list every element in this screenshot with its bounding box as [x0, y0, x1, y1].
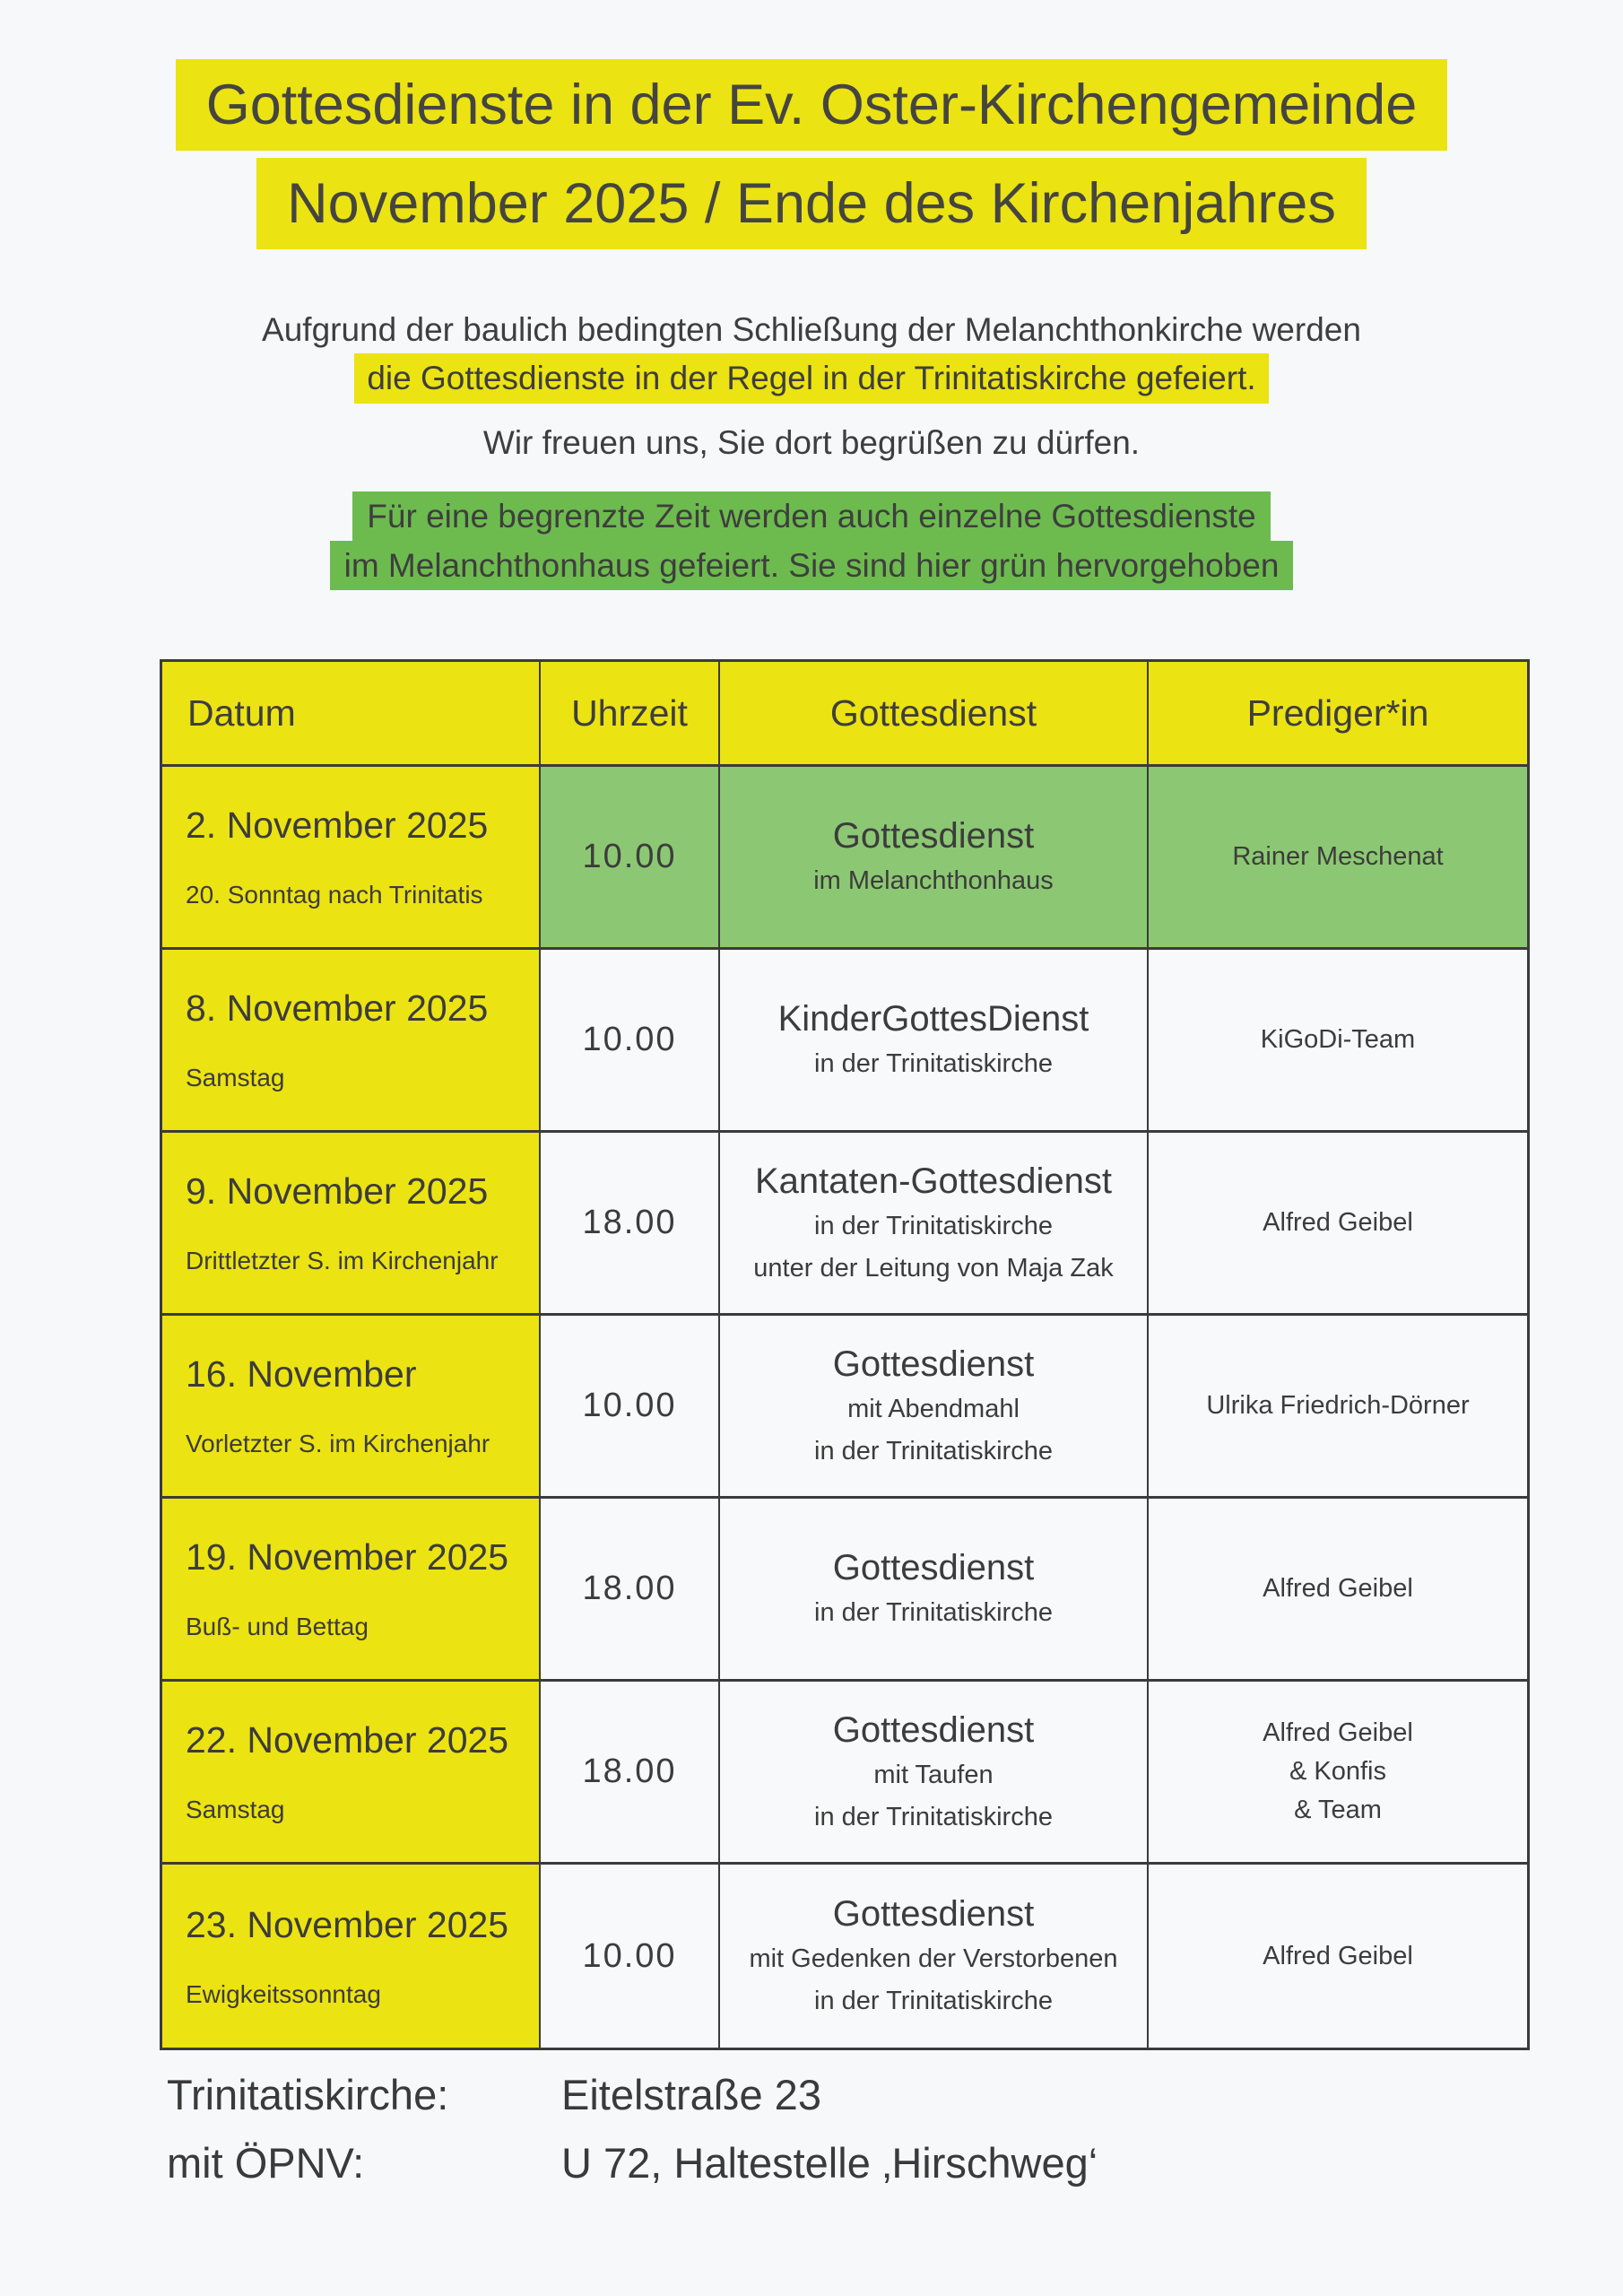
- preacher-line: KiGoDi-Team: [1260, 1025, 1416, 1054]
- service-detail: mit Gedenken der Verstorbenen: [749, 1944, 1118, 1973]
- date-note: Buß- und Bettag: [186, 1613, 369, 1640]
- date-note: Drittletzter S. im Kirchenjahr: [186, 1247, 499, 1274]
- preacher-cell: [1149, 1499, 1527, 1682]
- service-cell: [720, 767, 1149, 950]
- date-main: 16. November: [186, 1353, 417, 1395]
- preacher-line: Alfred Geibel: [1263, 1718, 1413, 1747]
- service-cell: [720, 950, 1149, 1133]
- footer-row-oepnv: [167, 2129, 1098, 2197]
- service-title: Gottesdienst: [832, 1709, 1035, 1750]
- date-main: 8. November 2025: [186, 987, 489, 1029]
- service-title: Kantaten-Gottesdienst: [754, 1161, 1113, 1201]
- date-note: 20. Sonntag nach Trinitatis: [186, 881, 483, 909]
- service-detail: mit Abendmahl: [847, 1394, 1020, 1423]
- title-line-2-text: November 2025 / Ende des Kirchenjahres: [256, 158, 1367, 249]
- preacher-line: & Konfis: [1289, 1757, 1386, 1786]
- title-line-2: [0, 158, 1623, 249]
- service-detail: in der Trinitatiskirche: [814, 1436, 1053, 1465]
- header-datum: Datum: [162, 662, 541, 767]
- time-cell: 10.00: [541, 1865, 720, 2048]
- page-title: [0, 59, 1623, 257]
- footer-row-trinitatiskirche: [167, 2061, 1098, 2129]
- service-title: Gottesdienst: [832, 1548, 1035, 1587]
- date-main: 2. November 2025: [186, 804, 489, 846]
- intro-paragraph-4-line-2: im Melanchthonhaus gefeiert. Sie sind hier grün hervorgehoben: [330, 541, 1294, 590]
- title-line-1-text: Gottesdienste in der Ev. Oster-Kirchengemeinde: [176, 59, 1448, 151]
- footer-address-block: [167, 2061, 1098, 2197]
- date-cell: [162, 1499, 541, 1682]
- time-cell: 18.00: [541, 1682, 720, 1865]
- preacher-cell: [1149, 1865, 1527, 2048]
- title-line-1: [0, 59, 1623, 151]
- preacher-line: Alfred Geibel: [1263, 1208, 1413, 1237]
- service-title: Gottesdienst: [832, 816, 1035, 856]
- intro-paragraph-2: [0, 353, 1623, 404]
- service-detail: unter der Leitung von Maja Zak: [753, 1253, 1114, 1283]
- intro-section: [0, 309, 1623, 590]
- header-uhrzeit: Uhrzeit: [541, 662, 720, 767]
- service-schedule-table: [160, 659, 1530, 2050]
- footer-value: Eitelstraße 23: [561, 2071, 821, 2118]
- date-note: Ewigkeitssonntag: [186, 1979, 381, 2008]
- date-note: Vorletzter S. im Kirchenjahr: [186, 1430, 490, 1457]
- header-gottesdienst: Gottesdienst: [720, 662, 1149, 767]
- preacher-line: Ulrika Friedrich-Dörner: [1206, 1391, 1470, 1420]
- date-cell: [162, 1865, 541, 2048]
- service-detail: in der Trinitatiskirche: [814, 1802, 1053, 1831]
- service-detail: in der Trinitatiskirche: [814, 1049, 1053, 1078]
- date-main: 23. November 2025: [186, 1903, 509, 1945]
- preacher-line: Alfred Geibel: [1263, 1574, 1413, 1603]
- preacher-cell: [1149, 950, 1527, 1133]
- preacher-line: & Team: [1294, 1796, 1382, 1824]
- intro-paragraph-4-line-1: Für eine begrenzte Zeit werden auch einzelne Gottesdienste: [352, 491, 1270, 541]
- service-title: Gottesdienst: [832, 1894, 1035, 1934]
- service-cell: [720, 1499, 1149, 1682]
- service-detail: in der Trinitatiskirche: [814, 1211, 1053, 1240]
- service-cell: [720, 1133, 1149, 1316]
- intro-paragraph-1: Aufgrund der baulich bedingten Schließung der Melanchthonkirche werden: [262, 311, 1361, 348]
- date-cell: [162, 950, 541, 1133]
- preacher-line: Rainer Meschenat: [1232, 842, 1444, 871]
- date-cell: [162, 1316, 541, 1499]
- service-detail: mit Taufen: [873, 1760, 994, 1789]
- date-cell: [162, 1133, 541, 1316]
- service-title: Gottesdienst: [832, 1344, 1035, 1384]
- date-note: Samstag: [186, 1064, 285, 1091]
- service-detail: im Melanchthonhaus: [813, 866, 1054, 895]
- time-cell: 18.00: [541, 1133, 720, 1316]
- service-detail: in der Trinitatiskirche: [814, 1987, 1053, 2015]
- intro-paragraph-3: Wir freuen uns, Sie dort begrüßen zu dürfen.: [482, 424, 1141, 461]
- footer-label: Trinitatiskirche:: [167, 2071, 449, 2118]
- date-cell: [162, 1682, 541, 1865]
- service-cell: [720, 1316, 1149, 1499]
- service-cell: [720, 1865, 1149, 2048]
- intro-paragraph-2-highlight: die Gottesdienste in der Regel in der Trinitatiskirche gefeiert.: [354, 353, 1268, 404]
- preacher-cell: [1149, 767, 1527, 950]
- service-detail: in der Trinitatiskirche: [814, 1598, 1053, 1627]
- footer-label: mit ÖPNV:: [167, 2139, 365, 2187]
- time-cell: 10.00: [541, 1316, 720, 1499]
- preacher-cell: [1149, 1133, 1527, 1316]
- service-title: KinderGottesDienst: [777, 999, 1089, 1039]
- date-main: 19. November 2025: [186, 1536, 509, 1578]
- time-cell: 10.00: [541, 950, 720, 1133]
- intro-paragraph-4: [0, 491, 1623, 590]
- date-note: Samstag: [186, 1796, 285, 1823]
- time-cell: 10.00: [541, 767, 720, 950]
- preacher-cell: [1149, 1682, 1527, 1865]
- preacher-cell: [1149, 1316, 1527, 1499]
- time-cell: 18.00: [541, 1499, 720, 1682]
- date-main: 9. November 2025: [186, 1170, 489, 1212]
- footer-value: U 72, Haltestelle ‚Hirschweg‘: [561, 2139, 1098, 2187]
- date-cell: [162, 767, 541, 950]
- preacher-line: Alfred Geibel: [1263, 1941, 1413, 1970]
- header-prediger: Prediger*in: [1149, 662, 1527, 767]
- date-main: 22. November 2025: [186, 1719, 509, 1761]
- service-cell: [720, 1682, 1149, 1865]
